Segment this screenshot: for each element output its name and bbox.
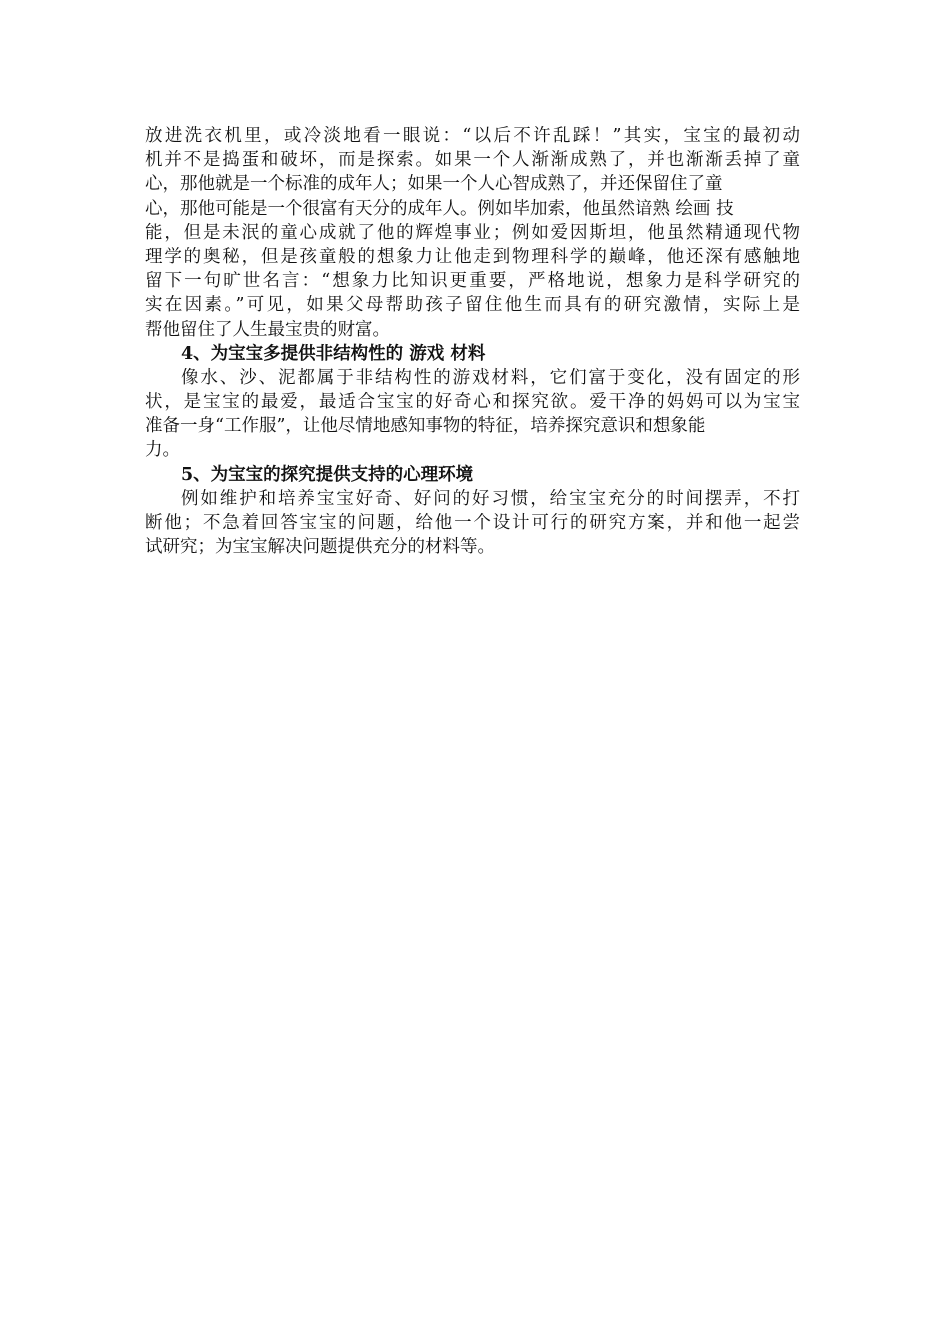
text-line: 例如维护和培养宝宝好奇、好问的好习惯，给宝宝充分的时间摆弄，不打	[181, 488, 800, 509]
text-line: 留下一句旷世名言：“想象力比知识更重要，严格地说，想象力是科学研究的	[145, 271, 800, 292]
section-heading: 4、为宝宝多提供非结构性的 游戏 材料	[181, 343, 486, 364]
text-line: 能，但是未泯的童心成就了他的辉煌事业；例如爱因斯坦，他虽然精通现代物	[145, 222, 800, 243]
section-5	[145, 463, 800, 560]
text-line: 像水、沙、泥都属于非结构性的游戏材料，它们富于变化，没有固定的形	[181, 367, 800, 388]
text-line: 理学的奥秘，但是孩童般的想象力让他走到物理科学的巅峰，他还深有感触地	[145, 246, 800, 267]
text-line: 心，那他就是一个标准的成年人；如果一个人心智成熟了，并还保留住了童	[145, 174, 723, 195]
text-line: 试研究；为宝宝解决问题提供充分的材料等。	[145, 537, 495, 558]
document-body	[145, 124, 800, 559]
text-line: 实在因素。”可见，如果父母帮助孩子留住他生而具有的研究激情，实际上是	[145, 295, 800, 316]
text-line: 力。	[145, 440, 180, 461]
text-line: 状，是宝宝的最爱，最适合宝宝的好奇心和探究欲。爱干净的妈妈可以为宝宝	[145, 392, 800, 413]
text-line: 断他；不急着回答宝宝的问题，给他一个设计可行的研究方案，并和他一起尝	[145, 513, 800, 533]
text-line: 放进洗衣机里，或冷淡地看一眼说：“以后不许乱踩！”其实，宝宝的最初动	[145, 126, 800, 146]
text-line: 心，那他可能是一个很富有天分的成年人。例如毕加索，他虽然谙熟 绘画 技	[145, 198, 734, 219]
text-line: 机并不是捣蛋和破坏，而是探索。如果一个人渐渐成熟了，并也渐渐丢掉了童	[145, 150, 800, 171]
text-line: 帮他留住了人生最宝贵的财富。	[145, 319, 390, 340]
section-4	[145, 342, 800, 463]
text-line: 准备一身“工作服”，让他尽情地感知事物的特征，培养探究意识和想象能	[145, 416, 706, 437]
paragraph-continuation	[145, 124, 800, 342]
section-heading: 5、为宝宝的探究提供支持的心理环境	[181, 464, 474, 485]
